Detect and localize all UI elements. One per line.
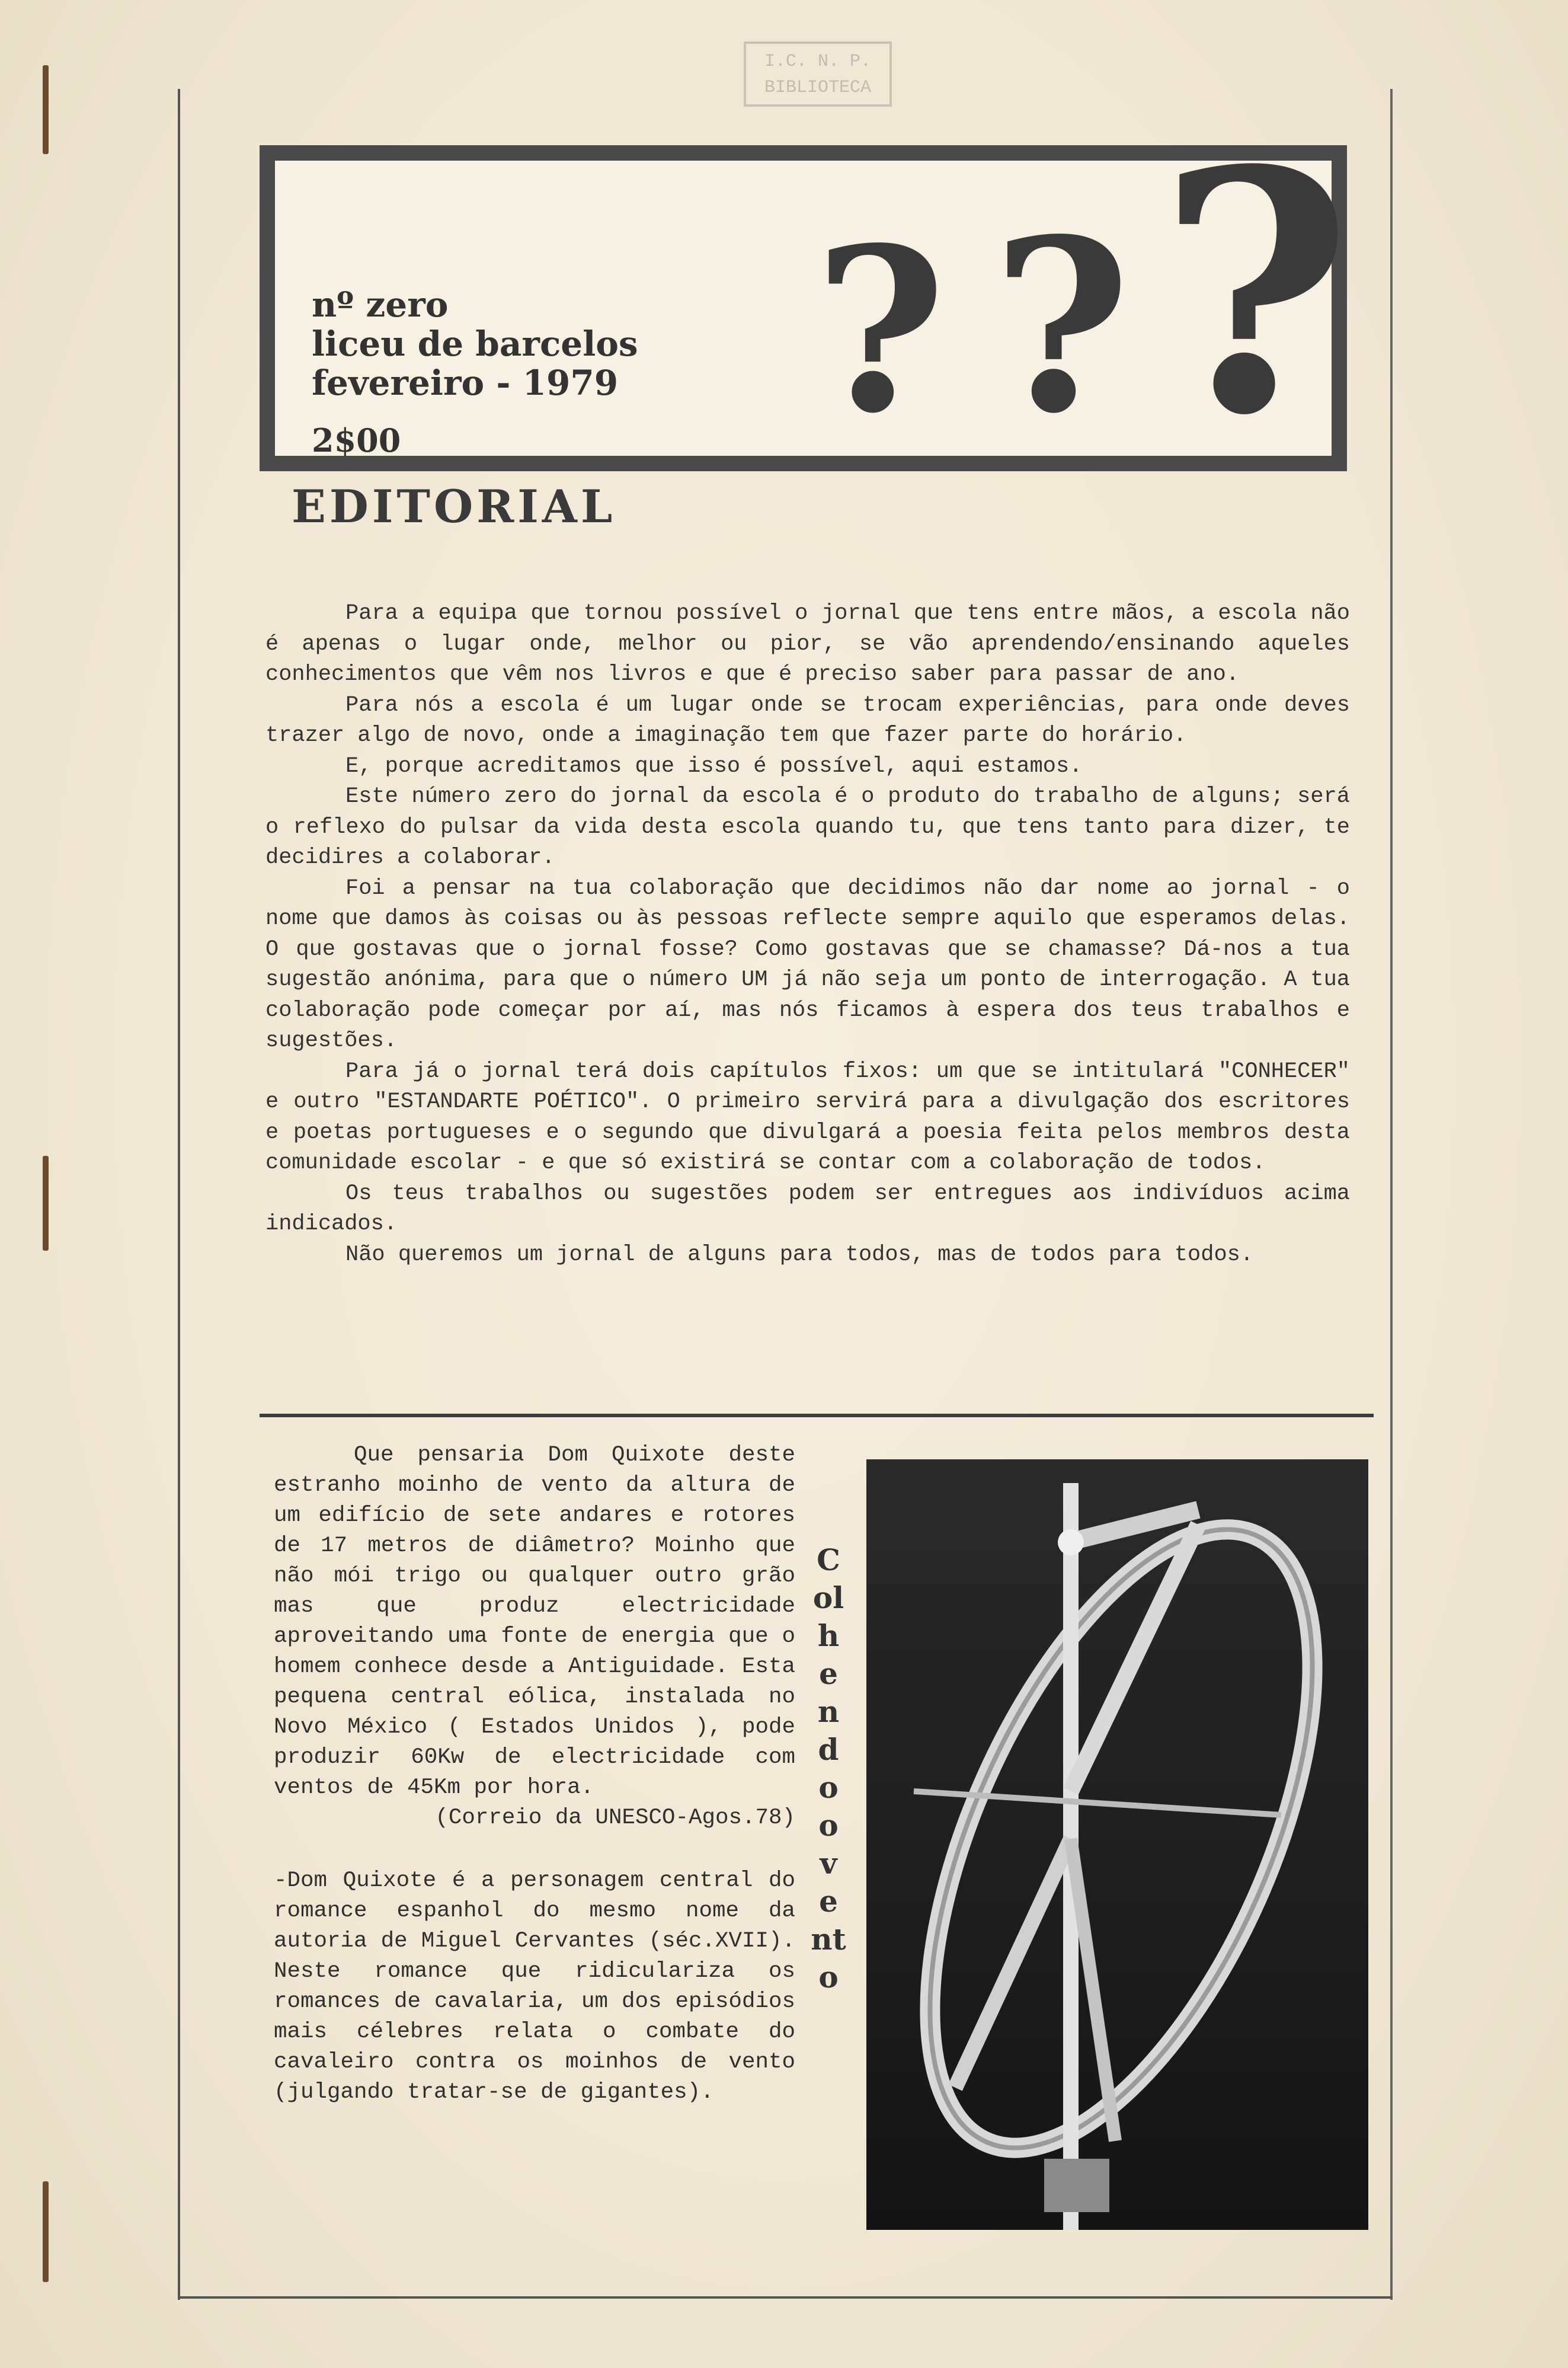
question-marks-logo <box>796 78 1359 463</box>
editorial-paragraph: Foi a pensar na tua colaboração que decidimos não dar nome ao jornal - o nome que damos às coisas ou às pessoas reflecte sempre aquilo que esperamos delas. O que gostavas que o jornal fosse? Como gostavas que se chamasse? Dá-nos a tua sugestão anónima, para que o número UM já não seja um ponto de interrogação. A tua colaboração pode começar por aí, mas nós ficamos à espera dos teus trabalhos e sugestões. <box>265 875 1350 1053</box>
editorial-paragraph: Não queremos um jornal de alguns para todos, mas de todos para todos. <box>345 1242 1254 1267</box>
editorial-paragraph: Para nós a escola é um lugar onde se trocam experiências, para onde deves trazer algo de novo, onde a imaginação tem que fazer parte do horário. <box>265 692 1350 748</box>
staple-mark-top <box>43 65 49 154</box>
editorial-paragraph: Para a equipa que tornou possível o jornal que tens entre mãos, a escola não é apenas o lugar onde, melhor ou pior, se vão aprendendo/ensinando aqueles conhecimentos que vêm nos livros e que é preciso saber para passar de ano. <box>265 601 1350 687</box>
article-source: (Correio da UNESCO-Agos.78) <box>435 1805 795 1830</box>
editorial-paragraph: Para já o jornal terá dois capítulos fixos: um que se intitulará "CONHECER" e outro "ESTANDARTE POÉTICO". O primeiro servirá para a divulgação dos escritores e poetas portugueses e o segundo que divulgará a poesia feita pelos membros desta comunidade escolar - e que só existirá se contar com a colaboração de todos. <box>265 1059 1350 1175</box>
section-divider <box>260 1414 1374 1417</box>
article-note: -Dom Quixote é a personagem central do romance espanhol do mesmo nome da autoria de Miguel Cervantes (séc.XVII). Neste romance que ridiculariza os romances de cavalaria, um dos episódios mais célebres relata o combate do cavaleiro contra os moinhos de vento (julgando tratar-se de gigantes). <box>274 1868 795 2105</box>
issue-number: nº zero <box>312 285 449 325</box>
page-frame-right <box>1390 89 1393 2300</box>
wind-turbine-photo <box>866 1459 1368 2230</box>
editorial-heading: EDITORIAL <box>292 480 616 533</box>
article-vertical-title: Colhendo o vento <box>811 1542 846 1995</box>
school-name: liceu de barcelos <box>312 324 638 364</box>
wind-article <box>274 1440 795 2108</box>
staple-mark-bottom <box>43 2181 49 2282</box>
masthead-info <box>312 285 638 402</box>
page-frame-left <box>178 89 180 2300</box>
question-mark-1: ? <box>814 198 946 463</box>
editorial-paragraph: E, porque acreditamos que isso é possível, aqui estamos. <box>345 753 1083 779</box>
issue-date: fevereiro - 1979 <box>312 363 619 403</box>
staple-mark-middle <box>43 1156 49 1251</box>
editorial-text <box>265 599 1350 1270</box>
stamp-line-2: BIBLIOTECA <box>764 78 872 98</box>
wind-turbine-photo-icon <box>866 1459 1368 2230</box>
editorial-paragraph: Este número zero do jornal da escola é o produto do trabalho de alguns; será o reflexo do pulsar da vida desta escola quando tu, que tens tanto para dizer, te decidires a colaborar. <box>265 784 1350 870</box>
issue-price: 2$00 <box>312 421 401 459</box>
question-mark-3: ? <box>1158 98 1353 463</box>
editorial-paragraph: Os teus trabalhos ou sugestões podem ser entregues aos indivíduos acima indicados. <box>265 1181 1350 1236</box>
question-mark-2: ? <box>992 187 1131 463</box>
page-frame-bottom <box>178 2296 1393 2299</box>
stamp-line-1: I.C. N. P. <box>764 52 872 72</box>
masthead-box <box>260 98 1353 471</box>
article-body: Que pensaria Dom Quixote deste estranho moinho de vento da altura de um edifício de sete andares e rotores de 17 metros de diâmetro? Moinho que não mói trigo ou qualquer outro grão mas que produz electricidade aproveitando uma fonte de energia que o homem conhece desde a Antiguidade. Esta pequena central eólica, instalada no Novo México ( Estados Unidos ), pode produzir 60Kw de electricidade com ventos de 45Km por hora. <box>274 1443 795 1800</box>
